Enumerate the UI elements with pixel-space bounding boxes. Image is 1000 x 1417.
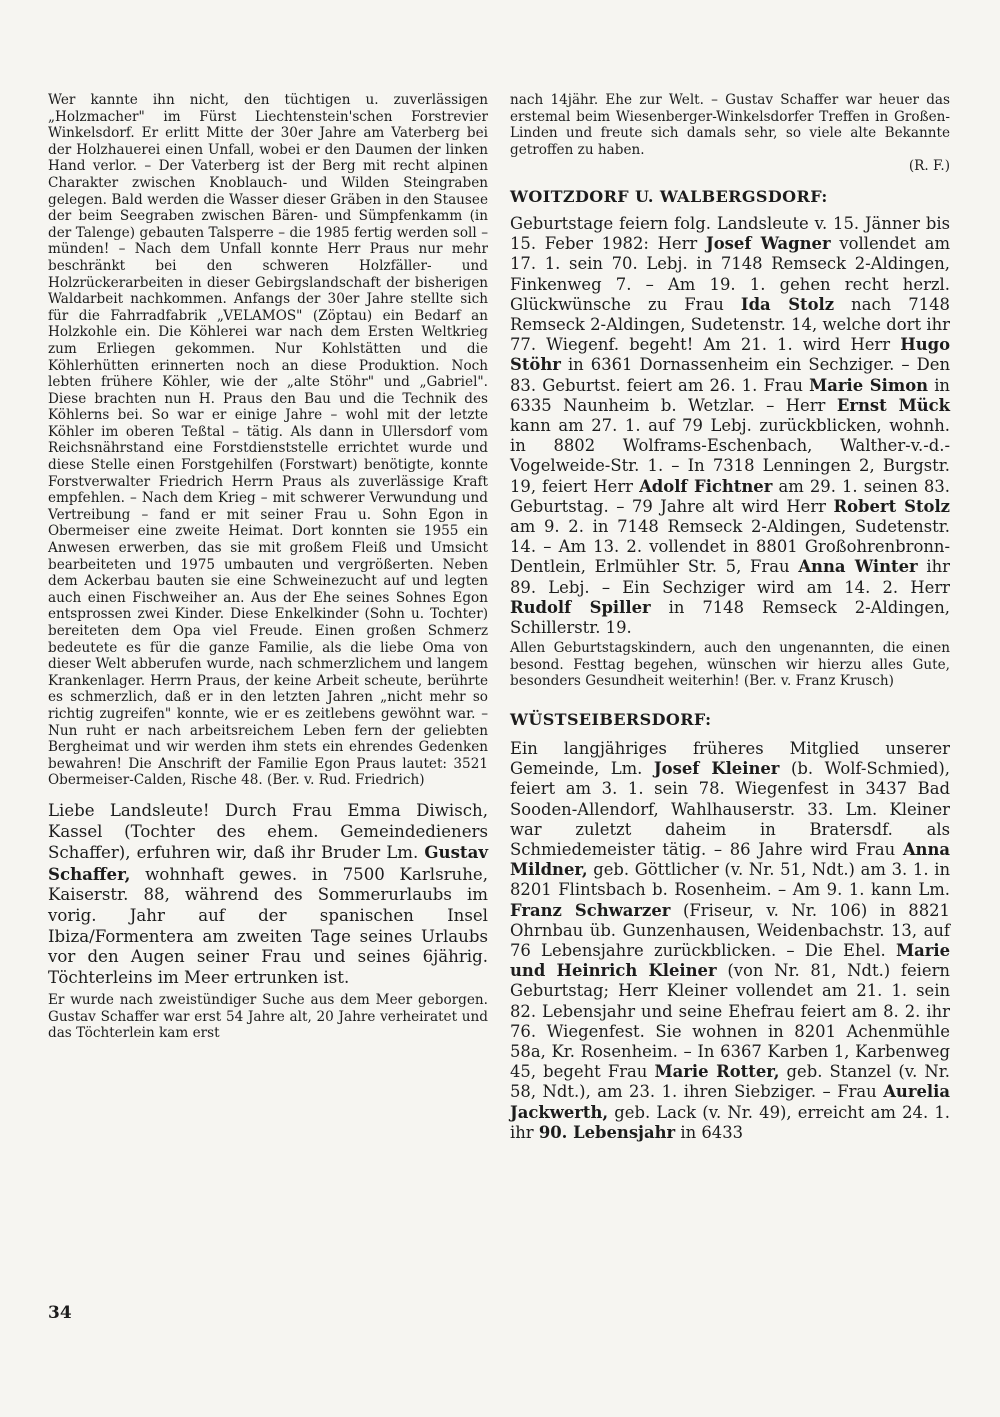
schaffer-continuation-paragraph: nach 14jähr. Ehe zur Welt. – Gustav Schaffer war heuer das erstemal beim Wiesenberger-Winkelsdorfer Treffen in Großen-Linden und freute sich damals sehr, so viele alte Bekannte getroffen zu haben. <box>510 92 950 158</box>
woitzdorf-text: kann am 27. 1. auf 79 Lebj. zurückblicken, wohnh. in 8802 Wolframs-Eschenbach, Walther-v.-d.-Vogelweide-Str. 1. – In 7318 Lenningen 2, Burgstr. 19, feiert Herr <box>510 416 950 496</box>
section-heading-wuestseibersdorf: WÜSTSEIBERSDORF: <box>510 710 712 730</box>
schaffer-text-a: Liebe Landsleute! Durch Frau Emma Diwisch, Kassel (Tochter des ehem. Gemeindedieners Schaffer), erfuhren wir, daß ihr Bruder Lm. <box>48 800 488 863</box>
praus-obituary-paragraph: Wer kannte ihn nicht, den tüchtigen u. zuverlässigen „Holzmacher" im Fürst Liechtenstein'schen Forstrevier Winkelsdorf. Er erlitt Mitte der 30er Jahre am Vaterberg bei der Holzhauerei einen Unfall, wobei er den Daumen der linken Hand verlor. – Der Vaterberg ist der Berg mit recht alpinen Charakter zwischen Knoblauch- und Wilden Steingraben gelegen. Bald werden die Wasser dieser Gräben in den Stausee der beim Seegraben zwischen Bären- und Sümpfenkamm (in der Talenge) gebauten Talsperre – die 1985 fertig werden soll – münden! – Nach dem Unfall konnte Herr Praus nur mehr beschränkt bei den schweren Holzfäller- und Holzrückerarbeiten in dieser Gebirgslandschaft der bisherigen Waldarbeit nachkommen. Anfangs der 30er Jahre stellte sich für die Fahrradfabrik „VELAMOS" (Zöptau) ein Bedarf an Holzkohle ein. Die Köhlerei war nach dem Ersten Weltkrieg zum Erliegen gekommen. Nur Kohlstätten und die Köhlerhütten erinnerten noch an diese Produktion. Noch lebten frühere Köhler, wie der „alte Stöhr" und „Gabriel". Diese brachten nun H. Praus den Bau und die Technik des Köhlerns bei. So war er einige Jahre – wohl mit der letzte Köhler im oberen Teßtal – tätig. Als dann in Ullersdorf vom Reichsnährstand eine Forstdienststelle errichtet wurde und diese Stelle einen Forstgehilfen (Forstwart) benötigte, konnte Forstverwalter Friedrich Herrn Praus als zuverlässige Kraft empfehlen. – Nach dem Krieg – mit schwerer Verwundung und Vertreibung – fand er mit seiner Frau u. Sohn Egon in Obermeiser eine zweite Heimat. Dort konnten sie 1955 ein Anwesen erwerben, das sie mit großem Fleiß und Umsicht bearbeiteten und 1975 umbauten und vergrößerten. Neben dem Ackerbau bauten sie eine Schweinezucht auf und legten auch einen Fischweiher an. Aus der Ehe seines Sohnes Egon entsprossen zwei Kinder. Diese Enkelkinder (Sohn u. Tochter) bereiteten dem Opa viel Freude. Einen großen Schmerz bedeutete es für die ganze Familie, als die liebe Oma von dieser Welt abberufen wurde, nach schmerzlichem und langem Krankenlager. Herrn Praus, der keine Arbeit scheute, berührte es schmerzlich, daß er in den letzten Jahren „nicht mehr so richtig zugreifen" konnte, wie er es zeitlebens gewöhnt war. – Nun ruht er nach arbeitsreichem Leben fern der geliebten Bergheimat und wir werden ihm stets ein ehrendes Gedenken bewahren! Die Anschrift der Familie Egon Praus lautet: 3521 Obermeiser-Calden, Rische 48. (Ber. v. Rud. Friedrich) <box>48 92 488 789</box>
person-name: Adolf Fichtner <box>639 476 773 496</box>
woitzdorf-greeting-paragraph: Allen Geburtstagskindern, auch den ungenannten, die einen besond. Festtag begehen, wünschen wir hierzu alles Gute, besonders Gesundheit weiterhin! (Ber. v. Franz Krusch) <box>510 640 950 690</box>
wuestseibersdorf-text: (von Nr. 81, Ndt.) feiern Geburtstag; Herr Kleiner vollendet am 21. 1. sein 82. Lebensjahr und seine Ehefrau feiert am 8. 2. ihr 76. Wiegenfest. Sie wohnen in 8201 Achenmühle 58a, Kr. Rosenheim. – In 6367 Karben 1, Karbenweg 45, begeht Frau <box>510 961 950 1082</box>
wuestseibersdorf-text: in 6433 <box>675 1122 744 1142</box>
person-name: Aurelia Jackwerth, <box>510 1082 950 1122</box>
person-name: 90. Lebensjahr <box>538 1122 676 1142</box>
person-name: Franz Schwarzer <box>510 900 671 920</box>
woitzdorf-text: nach 7148 Remseck 2-Aldingen, Sudetenstr. 14, welche dort ihr 77. Wiegenf. begeht! Am 21. 1. wird Herr <box>510 294 950 355</box>
woitzdorf-text: ihr 89. Lebj. – Ein Sechziger wird am 14. 2. Herr <box>510 557 951 597</box>
wuestseibersdorf-text: geb. Lack (v. Nr. 49), erreicht am 24. 1. ihr <box>510 1102 950 1142</box>
woitzdorf-text: vollendet am 17. 1. sein 70. Lebj. in 7148 Remseck 2-Aldingen, Finkenweg 7. – Am 19. 1. gehen recht herzl. Glückwünsche zu Frau <box>510 234 950 314</box>
woitzdorf-birthdays-paragraph <box>510 214 950 638</box>
wuestseibersdorf-birthdays-paragraph <box>510 739 950 1143</box>
person-name: Josef Wagner <box>705 234 831 254</box>
woitzdorf-text: am 9. 2. in 7148 Remseck 2-Aldingen, Sudetenstr. 14. – Am 13. 2. vollendet in 8801 Großohrenbronn-Dentlein, Erlmühler Str. 5, Frau <box>510 517 950 577</box>
person-name: Robert Stolz <box>833 496 950 516</box>
person-name: Ida Stolz <box>740 294 835 314</box>
person-name: Hugo Stöhr <box>510 335 950 375</box>
wuestseibersdorf-text: geb. Stanzel (v. Nr. 58, Ndt.), am 23. 1. ihren Siebziger. – Frau <box>510 1062 950 1102</box>
person-name: Marie Simon <box>809 375 929 395</box>
woitzdorf-text: in 6335 Naunheim b. Wetzlar. – Herr <box>510 375 950 415</box>
woitzdorf-text: am 29. 1. seinen 83. Geburtstag. – 79 Jahre alt wird Herr <box>510 476 951 516</box>
wuestseibersdorf-text: geb. Göttlicher (v. Nr. 51, Ndt.) am 3. 1. in 8201 Flintsbach b. Rosenheim. – Am 9. 1. kann Lm. <box>510 860 950 900</box>
schaffer-recovery-paragraph: Er wurde nach zweistündiger Suche aus dem Meer geborgen. Gustav Schaffer war erst 54 Jahre alt, 20 Jahre verheiratet und das Töchterlein kam erst <box>48 992 488 1042</box>
section-heading-woitzdorf: WOITZDORF U. WALBERGSDORF: <box>510 186 828 206</box>
schaffer-news-paragraph <box>48 801 488 988</box>
woitzdorf-text: Geburtstage feiern folg. Landsleute v. 15. Jänner bis 15. Feber 1982: Herr <box>510 213 950 254</box>
schaffer-text-b: wohnhaft gewes. in 7500 Karlsruhe, Kaiserstr. 88, während des Sommerurlaubs im vorig. Jahr auf der spanischen Insel Ibiza/Formentera am zweiten Tage seines Urlaubs vor den Augen seiner Frau und seines 6jährig. Töchterleins im Meer ertrunken ist. <box>48 864 488 987</box>
person-name: Anna Winter <box>798 557 918 577</box>
person-name: Marie Rotter, <box>654 1062 780 1082</box>
schaffer-name: Gustav Schaffer, <box>48 842 488 884</box>
right-column <box>510 92 950 1143</box>
schaffer-signature: (R. F.) <box>908 158 950 175</box>
person-name: Marie und Heinrich Kleiner <box>510 941 950 981</box>
person-name: Josef Kleiner <box>653 759 780 779</box>
wuestseibersdorf-text: (Friseur, v. Nr. 106) in 8821 Ohrnbau üb. Gunzenhausen, Weidenbachstr. 13, auf 76 Lebensjahre zurückblicken. – Die Ehel. <box>510 900 950 961</box>
page-number: 34 <box>48 1303 72 1323</box>
woitzdorf-text: in 6361 Dornassenheim ein Sechziger. – Den 83. Geburtst. feiert am 26. 1. Frau <box>510 355 950 395</box>
person-name: Ernst Mück <box>836 395 950 415</box>
woitzdorf-text: in 7148 Remseck 2-Aldingen, Schillerstr. 19. <box>510 597 950 638</box>
person-name: Anna Mildner, <box>510 840 950 880</box>
left-column <box>48 92 488 1042</box>
wuestseibersdorf-text: (b. Wolf-Schmied), feiert am 3. 1. sein 78. Wiegenfest in 3437 Bad Sooden-Allendorf, Wahlhauserstr. 33. Lm. Kleiner war zuletzt daheim in Bratersdf. als Schmiedemeister tätig. – 86 Jahre wird Frau <box>510 759 950 860</box>
person-name: Rudolf Spiller <box>510 597 651 617</box>
wuestseibersdorf-text: Ein langjähriges früheres Mitglied unserer Gemeinde, Lm. <box>510 739 950 779</box>
